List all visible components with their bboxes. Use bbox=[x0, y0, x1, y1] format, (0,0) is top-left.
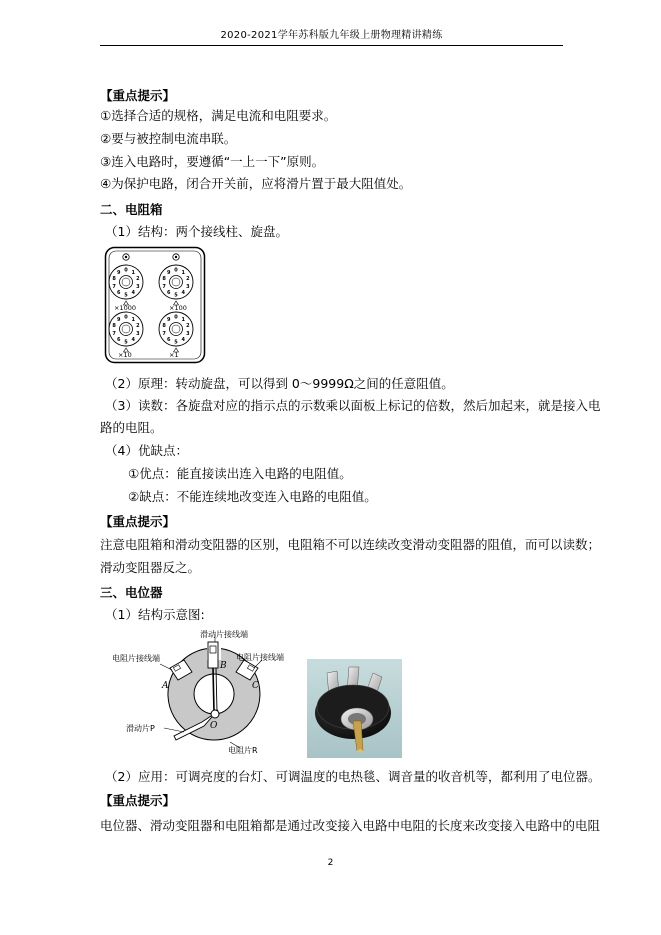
page-header: 2020-2021学年苏科版九年级上册物理精讲精练 bbox=[100, 26, 563, 46]
svg-text:0: 0 bbox=[124, 267, 128, 274]
slider-terminal-label: 滑动片接线端 bbox=[200, 630, 248, 639]
multiplier-label: ×10 bbox=[118, 351, 132, 359]
svg-text:4: 4 bbox=[181, 337, 186, 344]
svg-text:1: 1 bbox=[181, 316, 186, 323]
multiplier-label: ×1000 bbox=[114, 304, 136, 312]
principle-text: （2）原理：转动旋盘，可以得到 0～9999Ω之间的任意阻值。 bbox=[105, 376, 454, 391]
svg-text:2: 2 bbox=[186, 323, 190, 330]
proscons-title: （4）优缺点： bbox=[105, 443, 188, 458]
tip-heading: 【重点提示】 bbox=[100, 514, 176, 529]
svg-text:9: 9 bbox=[116, 316, 121, 323]
section-title: 二、电阻箱 bbox=[100, 202, 163, 217]
svg-text:1: 1 bbox=[131, 316, 136, 323]
structure-text: （1）结构示意图: bbox=[105, 607, 205, 622]
tip-item: ②要与被控制电流串联。 bbox=[100, 131, 237, 146]
svg-text:2: 2 bbox=[136, 276, 140, 283]
svg-text:8: 8 bbox=[112, 323, 116, 330]
svg-text:1: 1 bbox=[131, 269, 136, 276]
svg-text:3: 3 bbox=[136, 330, 140, 337]
tip-heading: 【重点提示】 bbox=[100, 793, 176, 808]
svg-text:6: 6 bbox=[166, 337, 171, 344]
page-number: 2 bbox=[327, 858, 334, 868]
svg-text:9: 9 bbox=[166, 316, 171, 323]
tip-text: 电位器、滑动变阻器和电阻箱都是通过改变接入电路中电阻的长度来改变接入电路中的电阻 bbox=[100, 818, 601, 833]
reading-text: （3）读数：各旋盘对应的指示点的示数乘以面板上标记的倍数，然后加起来，就是接入电 bbox=[105, 398, 601, 413]
reading-text: 路的电阻。 bbox=[100, 420, 163, 435]
tip-item: ④为保护电路，闭合开关前，应将滑片置于最大阻值处。 bbox=[100, 176, 412, 191]
label-c: C bbox=[252, 681, 259, 691]
svg-text:9: 9 bbox=[116, 269, 121, 276]
svg-text:8: 8 bbox=[112, 276, 116, 283]
svg-text:7: 7 bbox=[112, 330, 116, 337]
svg-text:3: 3 bbox=[186, 283, 190, 290]
label-a: A bbox=[162, 681, 169, 691]
svg-text:9: 9 bbox=[166, 269, 171, 276]
svg-text:0: 0 bbox=[174, 314, 178, 321]
svg-text:8: 8 bbox=[162, 323, 166, 330]
svg-text:2: 2 bbox=[136, 323, 140, 330]
svg-text:5: 5 bbox=[174, 339, 178, 346]
slider-label: 滑动片P bbox=[126, 724, 155, 733]
pro-text: ①优点：能直接读出连入电路的电阻值。 bbox=[128, 466, 352, 481]
svg-text:6: 6 bbox=[116, 290, 121, 297]
svg-text:7: 7 bbox=[112, 283, 116, 290]
tip-item: ①选择合适的规格，满足电流和电阻要求。 bbox=[100, 108, 337, 123]
tip-item: ③连入电路时，要遵循“一上一下”原则。 bbox=[100, 154, 325, 169]
application-text: （2）应用：可调亮度的台灯、可调温度的电热毯、调音量的收音机等，都利用了电位器。 bbox=[105, 769, 601, 784]
resistor-terminal-label: 电阻片接线端 bbox=[112, 654, 160, 663]
svg-text:5: 5 bbox=[174, 292, 178, 299]
svg-text:5: 5 bbox=[124, 339, 128, 346]
svg-text:7: 7 bbox=[162, 330, 166, 337]
svg-text:3: 3 bbox=[186, 330, 190, 337]
svg-text:0: 0 bbox=[124, 314, 128, 321]
svg-text:6: 6 bbox=[116, 337, 121, 344]
svg-text:2: 2 bbox=[186, 276, 190, 283]
multiplier-label: ×1 bbox=[169, 351, 179, 359]
resistor-terminal-label: 电阻片接线端 bbox=[236, 653, 284, 662]
section-title: 三、电位器 bbox=[100, 585, 163, 600]
svg-text:7: 7 bbox=[162, 283, 166, 290]
potentiometer-diagram bbox=[112, 628, 302, 760]
structure-text: （1）结构：两个接线柱、旋盘。 bbox=[105, 224, 288, 239]
tip-text: 滑动变阻器反之。 bbox=[100, 560, 201, 575]
resistor-label: 电阻片R bbox=[228, 746, 258, 755]
svg-text:4: 4 bbox=[131, 337, 136, 344]
svg-text:1: 1 bbox=[181, 269, 186, 276]
label-b: B bbox=[220, 661, 227, 671]
tip-heading: 【重点提示】 bbox=[100, 88, 176, 103]
svg-text:6: 6 bbox=[166, 290, 171, 297]
svg-text:4: 4 bbox=[181, 290, 186, 297]
tip-text: 注意电阻箱和滑动变阻器的区别，电阻箱不可以连续改变滑动变阻器的阻值，而可以读数； bbox=[100, 537, 601, 552]
svg-text:5: 5 bbox=[124, 292, 128, 299]
svg-text:0: 0 bbox=[174, 267, 178, 274]
svg-text:4: 4 bbox=[131, 290, 136, 297]
multiplier-label: ×100 bbox=[169, 304, 187, 312]
potentiometer-photo bbox=[307, 659, 402, 758]
resistance-box-figure bbox=[104, 246, 206, 364]
svg-text:3: 3 bbox=[136, 283, 140, 290]
svg-text:8: 8 bbox=[162, 276, 166, 283]
con-text: ②缺点：不能连续地改变连入电路的电阻值。 bbox=[128, 489, 377, 504]
label-o: O bbox=[210, 721, 218, 731]
